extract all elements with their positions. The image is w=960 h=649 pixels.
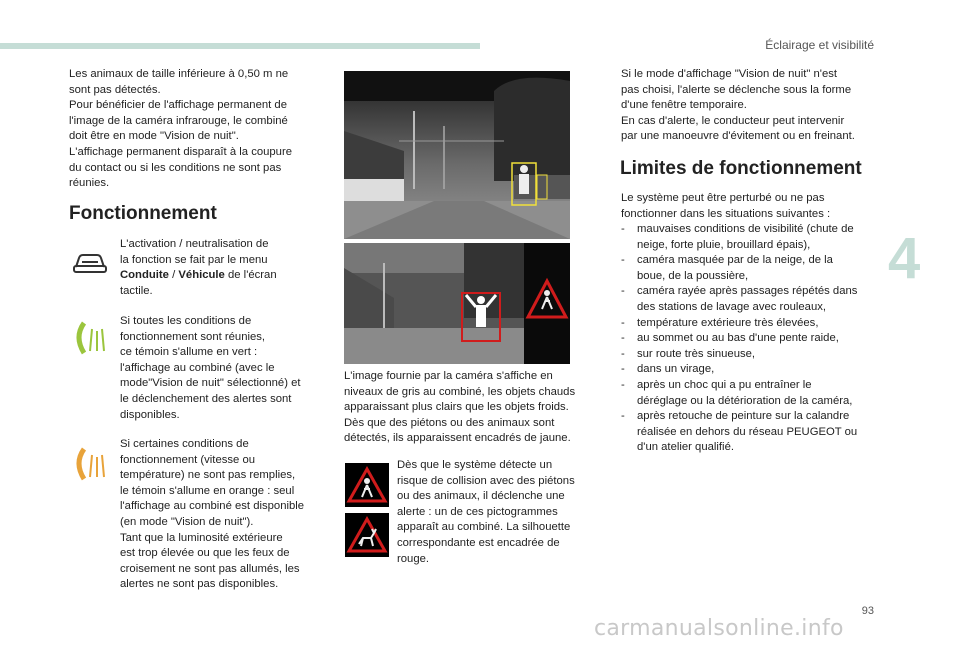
text-line: fonctionnement sont réunies, xyxy=(120,330,266,343)
limits-lead xyxy=(621,191,879,222)
limit-item xyxy=(621,362,883,378)
limit-item xyxy=(621,331,883,347)
text-line: Dès que des piétons ou des animaux sont xyxy=(344,416,555,429)
text-line: Les animaux de taille inférieure à 0,50 m ne xyxy=(69,68,289,80)
text-line: mode"Vision de nuit" sélectionné) et xyxy=(120,377,301,390)
limit-item-line: - caméra masquée par de la neige, de la xyxy=(637,254,833,267)
text-line: apparaissant plus clairs que les objets froids. xyxy=(344,401,569,414)
text-line: pas choisi, l'alerte se déclenche sous la forme xyxy=(621,83,852,96)
text-line: ce témoin s'allume en vert : xyxy=(120,346,258,359)
night-vision-orange-icon xyxy=(70,445,110,485)
limit-item-line: déréglage ou la détérioration de la caméra, xyxy=(637,394,853,407)
page-number: 93 xyxy=(861,605,874,617)
limit-item-line: réalisée en dehors du réseau PEUGEOT ou xyxy=(637,425,858,438)
text-line: croisement ne sont pas allumés, les xyxy=(120,562,300,575)
infrared-alert-image xyxy=(344,243,570,364)
limit-item-line: boue, de la poussière, xyxy=(637,269,749,282)
text-line: alertes ne sont pas disponibles. xyxy=(120,578,279,591)
night-vision-green-icon xyxy=(70,319,110,359)
text-line: (en mode "Vision de nuit"). xyxy=(120,515,254,528)
chapter-number: 4 xyxy=(888,226,921,291)
text-line: le déclenchement des alertes sont xyxy=(120,392,292,405)
activation-line: la fonction se fait par le menu xyxy=(120,253,268,266)
menu-conduite: Conduite xyxy=(120,269,169,282)
text-line: Tant que la luminosité extérieure xyxy=(120,531,283,544)
text-line: risque de collision avec des piétons xyxy=(397,474,575,487)
text-line: Dès que le système détecte un xyxy=(397,459,553,471)
menu-vehicule: Véhicule xyxy=(178,269,225,282)
text-line: l'image de la caméra infrarouge, le combiné xyxy=(69,114,288,127)
text-line: L'image fournie par la caméra s'affiche en xyxy=(344,370,553,382)
activation-line: L'activation / neutralisation de xyxy=(120,238,269,250)
limit-item-line: - au sommet ou au bas d'une pente raide, xyxy=(637,332,839,345)
orange-indicator-text xyxy=(120,437,350,593)
infrared-camera-image xyxy=(344,71,570,239)
car-icon xyxy=(70,247,110,287)
top-accent-bar xyxy=(0,43,480,49)
text-line: apparaît au combiné. La silhouette xyxy=(397,521,571,534)
limit-item-line: - mauvaises conditions de visibilité (chute de xyxy=(637,223,854,235)
text-line: du contact ou si les conditions ne sont pas xyxy=(69,161,282,174)
col1-intro xyxy=(69,67,339,192)
heading-fonctionnement: Fonctionnement xyxy=(69,203,217,224)
text-line: par une manoeuvre d'évitement ou en freinant. xyxy=(621,130,855,143)
limit-item-line: - caméra rayée après passages répétés dans xyxy=(637,285,858,298)
text-line: température) ne sont pas remplies, xyxy=(120,469,296,482)
alert-pictograms xyxy=(345,463,391,563)
text-line: l'affichage au combiné (avec le xyxy=(120,361,275,374)
activation-line: tactile. xyxy=(120,284,153,297)
alert-description xyxy=(397,458,597,567)
limit-item-line: - sur route très sinueuse, xyxy=(637,347,756,360)
camera-caption xyxy=(344,369,594,447)
text-line: ou des animaux, il déclenche une xyxy=(397,490,565,503)
activation-text xyxy=(120,237,350,299)
text-line: sont pas détectés. xyxy=(69,83,161,96)
text-line: L'affichage permanent disparaît à la coupure xyxy=(69,145,293,158)
limit-item-line: - après un choc qui a pu entraîner le xyxy=(637,378,812,391)
limit-item xyxy=(621,378,883,409)
limit-item-line: neige, forte pluie, brouillard épais), xyxy=(637,238,811,251)
heading-limites: Limites de fonctionnement xyxy=(620,158,862,179)
text-line: niveaux de gris au combiné, les objets chauds xyxy=(344,385,576,398)
limits-list xyxy=(621,222,883,456)
limit-item-line: d'un atelier qualifié. xyxy=(637,441,734,454)
text-line: alerte : un de ces pictogrammes xyxy=(397,505,558,518)
text-line: est trop élevée ou que les feux de xyxy=(120,547,290,560)
text-line: doit être en mode "Vision de nuit". xyxy=(69,130,239,143)
watermark: carmanualsonline.info xyxy=(594,616,844,641)
text-line: réunies. xyxy=(69,177,110,190)
limit-item-line: des stations de lavage avec rouleaux, xyxy=(637,300,827,313)
col3-intro xyxy=(621,67,881,145)
green-indicator-text xyxy=(120,314,350,423)
limit-item xyxy=(621,409,883,456)
deer-warning-icon xyxy=(345,513,389,557)
text-line: rouge. xyxy=(397,552,430,565)
text-line: correspondante est encadrée de xyxy=(397,536,560,549)
text-line: fonctionnement (vitesse ou xyxy=(120,453,256,466)
limit-item-line: - après retouche de peinture sur la calandre xyxy=(637,410,850,423)
limit-item-line: - dans un virage, xyxy=(637,363,715,376)
text-line: fonctionner dans les situations suivantes : xyxy=(621,207,831,220)
text-line: Si toutes les conditions de xyxy=(120,315,252,327)
text-line: Le système peut être perturbé ou ne pas xyxy=(621,192,825,204)
text-line: Pour bénéficier de l'affichage permanent de xyxy=(69,99,287,112)
text-line: Si le mode d'affichage "Vision de nuit" n'est xyxy=(621,68,838,80)
text-line: d'une fenêtre temporaire. xyxy=(621,99,747,112)
text-line: le témoin s'allume en orange : seul xyxy=(120,484,295,497)
limit-item xyxy=(621,253,883,284)
text-line: l'affichage au combiné est disponible xyxy=(120,500,305,513)
limit-item xyxy=(621,316,883,332)
limit-item xyxy=(621,347,883,363)
text-line: En cas d'alerte, le conducteur peut intervenir xyxy=(621,114,845,127)
text-line: détectés, ils apparaissent encadrés de jaune. xyxy=(344,432,571,445)
activation-line xyxy=(120,268,350,284)
text-line: disponibles. xyxy=(120,408,180,421)
limit-item xyxy=(621,222,883,253)
pedestrian-warning-icon xyxy=(345,463,389,507)
limit-item xyxy=(621,284,883,315)
activation-line-rest: de l'écran xyxy=(224,269,277,282)
text-line: Si certaines conditions de xyxy=(120,438,249,450)
section-title: Éclairage et visibilité xyxy=(765,38,874,52)
limit-item-line: - température extérieure très élevées, xyxy=(637,316,819,329)
menu-separator: / xyxy=(168,269,179,282)
